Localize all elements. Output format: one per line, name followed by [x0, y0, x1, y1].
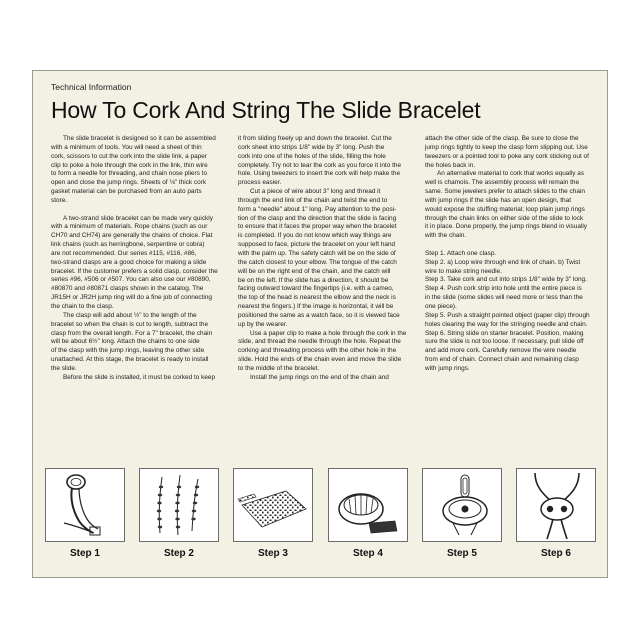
step-6-frame — [516, 468, 596, 542]
step-3-label: Step 3 — [257, 548, 288, 559]
text-column-3 — [425, 135, 599, 374]
technical-info-sheet — [32, 70, 608, 578]
step-4-frame — [328, 468, 408, 542]
text-column-1 — [51, 135, 225, 383]
article-body — [51, 135, 596, 455]
step-3-frame — [233, 468, 313, 542]
step-2-label: Step 2 — [163, 548, 194, 559]
paragraph: attach the other side of the clasp. Be sure to close the jump rings tightly to keep the clasp form slipping out. Use tweezers or a pointed tool to poke any cork sticking out of the holes back in. — [425, 135, 589, 169]
step-1-panel — [45, 468, 125, 559]
text-column-2 — [238, 135, 412, 383]
step-2-frame — [139, 468, 219, 542]
cork-sheet-icon — [234, 469, 312, 541]
paragraph: it from sliding freely up and down the bracelet. Cut the cork sheet into strips 1/8" wide by 3" long. Push the cork into one of the holes of the slide, filling the hole completely. Try not to tear the cork as you force it into the hole. Using tweezers to insert the cork will help make the process easier. — [238, 135, 402, 187]
step-instructions: Step 1. Attach one clasp. Step 2. a) Loop wire through end link of chain. b) Twist wire to make string needle. Step 3. Take cork and cut into strips 1/8" wide by 3" long. Step 4. Push cork strip into hole until the entire piece is in the slide (some slides will need more or less than the one piece). Step 5. Push a straight pointed object (paper clip) through holes clearing the way for the stringing needle and chain. Step 6. String slide on starter bracelet. Position, making sure the slide is not too loose. If necessary, pull slide off and add more cork. Carefully remove the wire needle from end of chain. Connect chain and remaining clasp with jump rings. — [425, 249, 590, 372]
step-illustrations — [45, 468, 597, 568]
step-2-panel — [139, 468, 219, 559]
page-title: How To Cork And String The Slide Bracelet — [51, 97, 481, 123]
paragraph: Install the jump rings on the end of the chain and — [250, 373, 389, 381]
step-4-panel — [328, 468, 408, 559]
step-5-frame — [422, 468, 502, 542]
slide-on-chain-icon — [517, 469, 595, 541]
step-6-label: Step 6 — [540, 548, 571, 559]
step-1-frame — [45, 468, 125, 542]
paragraph: The clasp will add about ½" to the length of the bracelet so when the chain is cut to length, subtract the clasp from the overall length. For a 7" bracelet, the chain will be about 6½" long. Attach the chains to one side of the clasp with the jump rings, leaving the other side unattached. At this stage, the bracelet is ready to install the slide. — [51, 311, 213, 372]
step-5-label: Step 5 — [446, 548, 477, 559]
section-label: Technical Information — [51, 82, 132, 92]
twisted-wire-icon — [140, 469, 218, 541]
step-3-panel — [233, 468, 313, 559]
step-4-label: Step 4 — [352, 548, 383, 559]
paragraph: An alternative material to cork that works equally as well is chamois. The assembly process will remain the same. Some jewelers prefer to attach slides to the chain with jump rings if the slide has an open design, that would expose the stuffing material; loop plain jump rings through the chain links on either side of the slide to lock it in place. Done properly, the jump rings blend in visually with the chain. — [425, 170, 587, 240]
slide-cork-icon — [329, 469, 407, 541]
clasp-icon — [46, 469, 124, 541]
paragraph: A two-strand slide bracelet can be made very quickly with a minimum of materials. Rope chains (such as our CH70 and CH74) are generally the chains of choice. Flat link chains (such as herringbone, serpentine or cobra) are not recommended. Our series #115, #116, #86, two-strand clasps are a good choice for making a slide bracelet. If the customer prefers a solid clasp, consider the series #96, #506 or #507. You can also use our #80890, #80870 and #80871 clasps shown in the catalog. The JR15H or JR2H jump ring will do a fine job of connecting the chain to the clasp. — [51, 214, 218, 310]
step-5-panel — [422, 468, 502, 559]
step-6-panel — [516, 468, 596, 559]
paperclip-slide-icon — [423, 469, 501, 541]
step-1-label: Step 1 — [69, 548, 100, 559]
paragraph: Use a paper clip to make a hole through the cork in the slide, and thread the needle through the hole. Repeat the corking and threading process with the other hole in the slide. Hold the ends of the chain even and move the slide to the middle of the bracelet. — [238, 329, 407, 372]
paragraph: Before the slide is installed, it must be corked to keep — [63, 373, 216, 381]
paragraph: The slide bracelet is designed so it can be assembled with a minimum of tools. You will need a sheet of thin cork, scissors to cut the cork into the slide link, a paper clip to poke a hole through the cork in the link, thin wire to form a needle for threading, and chain nose pliers to open and close the jump rings. Sheets of ⅛" thick cork gasket material can be purchased from an auto parts store. — [51, 135, 216, 204]
paragraph: Cut a piece of wire about 3" long and thread it through the end link of the chain and twist the end to form a "needle" about 1" long. Pay attention to the posi- tion of the clasp and the direction that the slide is facing to ensure that it faces the proper way when the bracelet is completed. If you do not know which way things are supposed to face, picture the bracelet on your left hand with the palm up. The safety catch will be on the side of the catch closest to your elbow. The tongue of the catch will be on the right end of the chain, and the catch will be on the left. If the slide has a direction, it should be facing outward toward the fingertips (i.e. with a cameo, the top of the head is nearest the elbow and the neck is nearest the fingers.) If the image is horizontal, it will be positioned the same as a watch face, so it is viewed face up by the wearer. — [238, 188, 400, 328]
